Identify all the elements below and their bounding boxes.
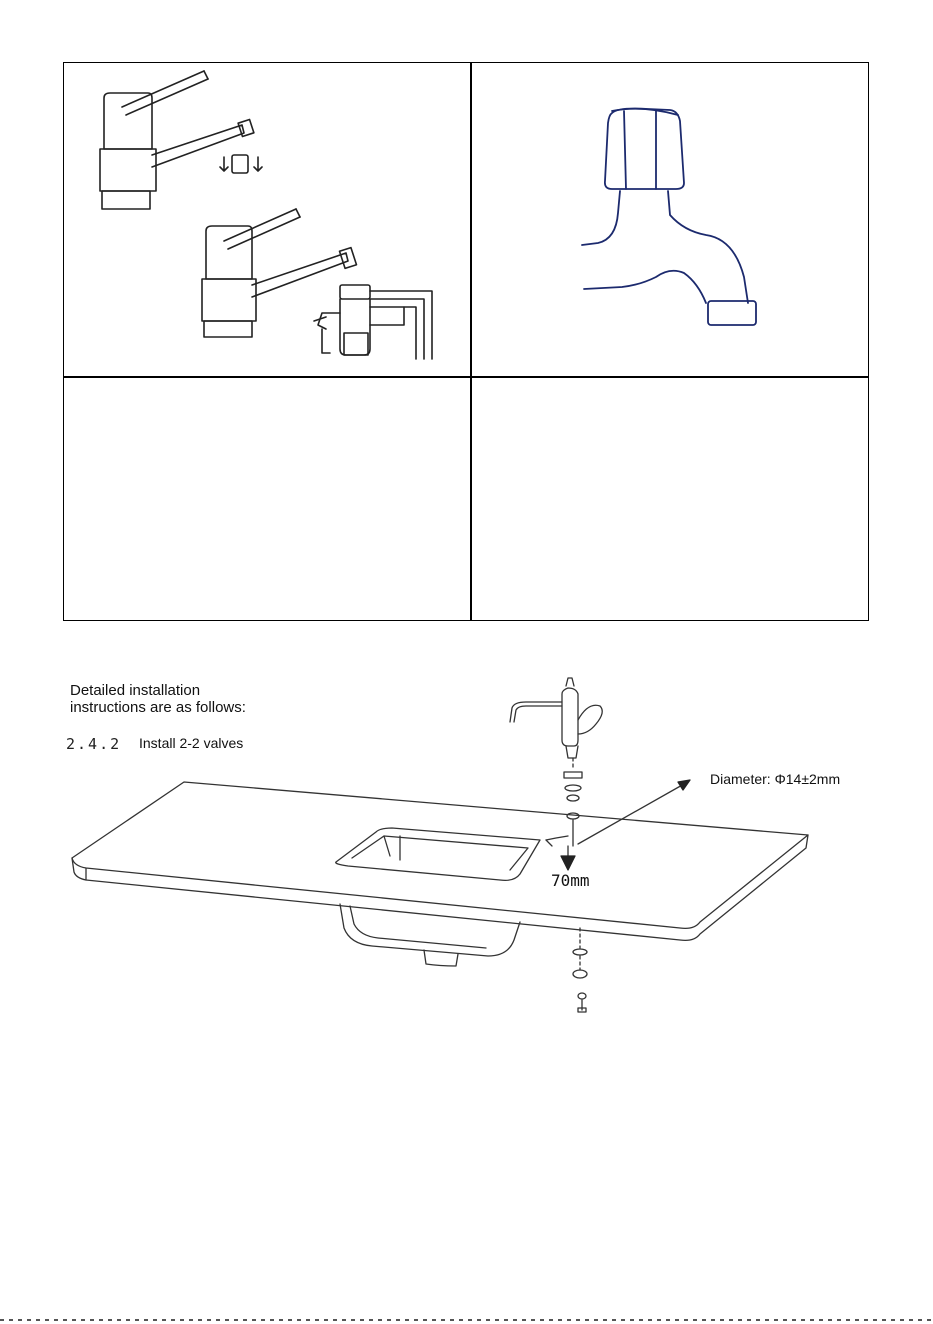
table-row-divider xyxy=(63,376,869,378)
intro-line-1: Detailed installation xyxy=(70,682,201,699)
lever-faucet-diverter-illustration xyxy=(64,63,469,375)
diverter-valve-icon xyxy=(314,285,432,359)
pillar-tap-illustration xyxy=(472,63,868,375)
offset-70mm-arrow xyxy=(546,836,575,870)
scan-edge-artifact xyxy=(0,1319,933,1321)
offset-label: 70mm xyxy=(551,871,590,890)
diameter-leader-arrow xyxy=(578,780,690,844)
intro-line-2: instructions are as follows: xyxy=(70,699,246,716)
countertop-sink-diagram xyxy=(0,660,933,1030)
diameter-label: Diameter: Φ14±2mm xyxy=(710,771,841,787)
sink-basin xyxy=(336,828,540,966)
faucet-after-icon xyxy=(202,209,356,337)
countertop-outline xyxy=(72,782,808,940)
section-title: Install 2-2 valves xyxy=(139,735,244,751)
under-counter-fittings-icon xyxy=(573,928,587,1012)
faucet-before-icon xyxy=(100,71,262,209)
section-number: 2.4.2 xyxy=(66,735,122,753)
water-purifier-faucet-icon xyxy=(510,678,602,846)
